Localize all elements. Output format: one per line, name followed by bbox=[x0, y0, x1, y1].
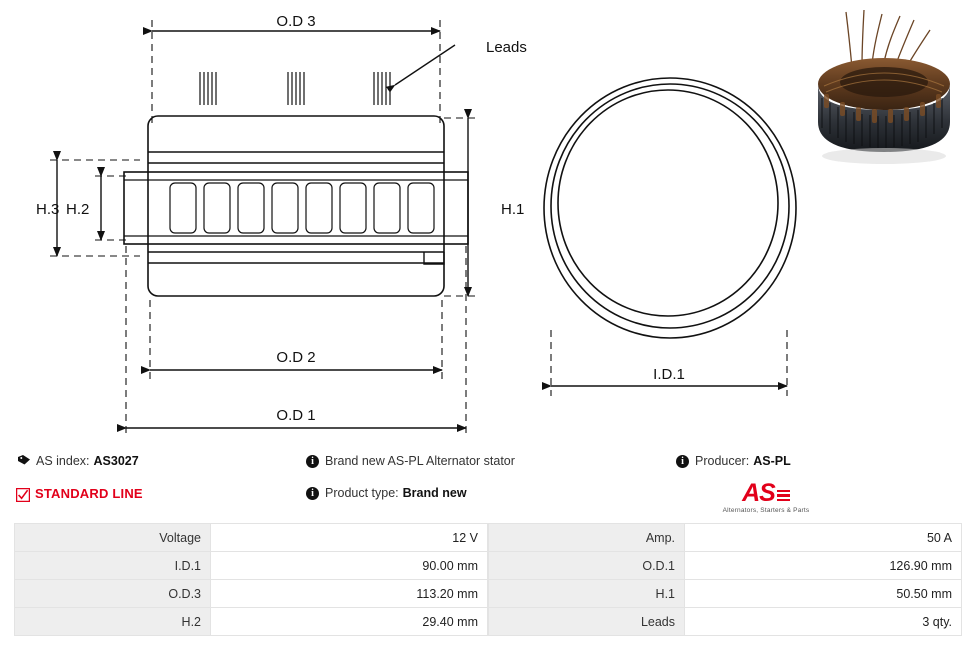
table-row bbox=[489, 524, 962, 552]
spec-value: 3 qty. bbox=[685, 608, 962, 636]
specifications bbox=[14, 523, 962, 636]
dim-label-leads: Leads bbox=[486, 39, 527, 56]
brand-tagline: Alternators, Starters & Parts bbox=[722, 507, 810, 514]
spec-key: Voltage bbox=[15, 524, 211, 552]
spec-value: 126.90 mm bbox=[685, 552, 962, 580]
table-row bbox=[15, 580, 488, 608]
spec-key: Leads bbox=[489, 608, 685, 636]
info-column-description bbox=[306, 450, 515, 504]
spec-table-right bbox=[488, 523, 962, 636]
dim-label-od3: O.D 3 bbox=[276, 13, 316, 30]
brand-bars-icon bbox=[777, 490, 790, 504]
info-icon: i bbox=[676, 455, 689, 468]
dim-label-od1: O.D 1 bbox=[276, 407, 316, 424]
dim-label-h3: H.3 bbox=[36, 201, 60, 218]
check-box-icon bbox=[16, 488, 30, 502]
product-info-strip bbox=[0, 450, 976, 520]
producer-row bbox=[676, 450, 791, 472]
product-type-label: Product type: bbox=[325, 486, 399, 500]
spec-value: 90.00 mm bbox=[211, 552, 488, 580]
description-row bbox=[306, 450, 515, 472]
spec-value: 29.40 mm bbox=[211, 608, 488, 636]
standard-line-row bbox=[16, 482, 143, 504]
table-row bbox=[489, 608, 962, 636]
table-row bbox=[15, 524, 488, 552]
standard-line-badge: STANDARD LINE bbox=[35, 485, 143, 501]
as-index-row bbox=[16, 450, 143, 472]
info-icon: i bbox=[306, 455, 319, 468]
spec-value: 50.50 mm bbox=[685, 580, 962, 608]
dim-label-id1: I.D.1 bbox=[653, 366, 685, 383]
info-column-producer bbox=[676, 450, 791, 472]
table-row bbox=[489, 580, 962, 608]
spec-key: I.D.1 bbox=[15, 552, 211, 580]
spec-value: 50 A bbox=[685, 524, 962, 552]
table-row bbox=[489, 552, 962, 580]
spec-key: Amp. bbox=[489, 524, 685, 552]
spec-key: O.D.3 bbox=[15, 580, 211, 608]
description-label: Brand new AS-PL Alternator stator bbox=[325, 454, 515, 468]
spec-key: H.2 bbox=[15, 608, 211, 636]
table-row bbox=[15, 608, 488, 636]
spec-key: H.1 bbox=[489, 580, 685, 608]
producer-value: AS-PL bbox=[753, 454, 791, 468]
dim-label-od2: O.D 2 bbox=[276, 349, 316, 366]
as-index-label: AS index: bbox=[36, 454, 90, 468]
brand-logo bbox=[716, 481, 816, 514]
info-column-index bbox=[16, 450, 143, 504]
tag-icon bbox=[16, 454, 31, 469]
dim-label-h1: H.1 bbox=[501, 201, 525, 218]
brand-name: AS bbox=[742, 479, 775, 507]
product-photo bbox=[806, 6, 962, 186]
producer-label: Producer: bbox=[695, 454, 750, 468]
as-index-value: AS3027 bbox=[93, 454, 139, 468]
spec-table-left bbox=[14, 523, 488, 636]
info-icon: i bbox=[306, 487, 319, 500]
table-row bbox=[15, 552, 488, 580]
spec-key: O.D.1 bbox=[489, 552, 685, 580]
spec-value: 113.20 mm bbox=[211, 580, 488, 608]
product-type-row bbox=[306, 482, 515, 504]
product-type-value: Brand new bbox=[402, 486, 467, 500]
spec-value: 12 V bbox=[211, 524, 488, 552]
dim-label-h2: H.2 bbox=[66, 201, 90, 218]
